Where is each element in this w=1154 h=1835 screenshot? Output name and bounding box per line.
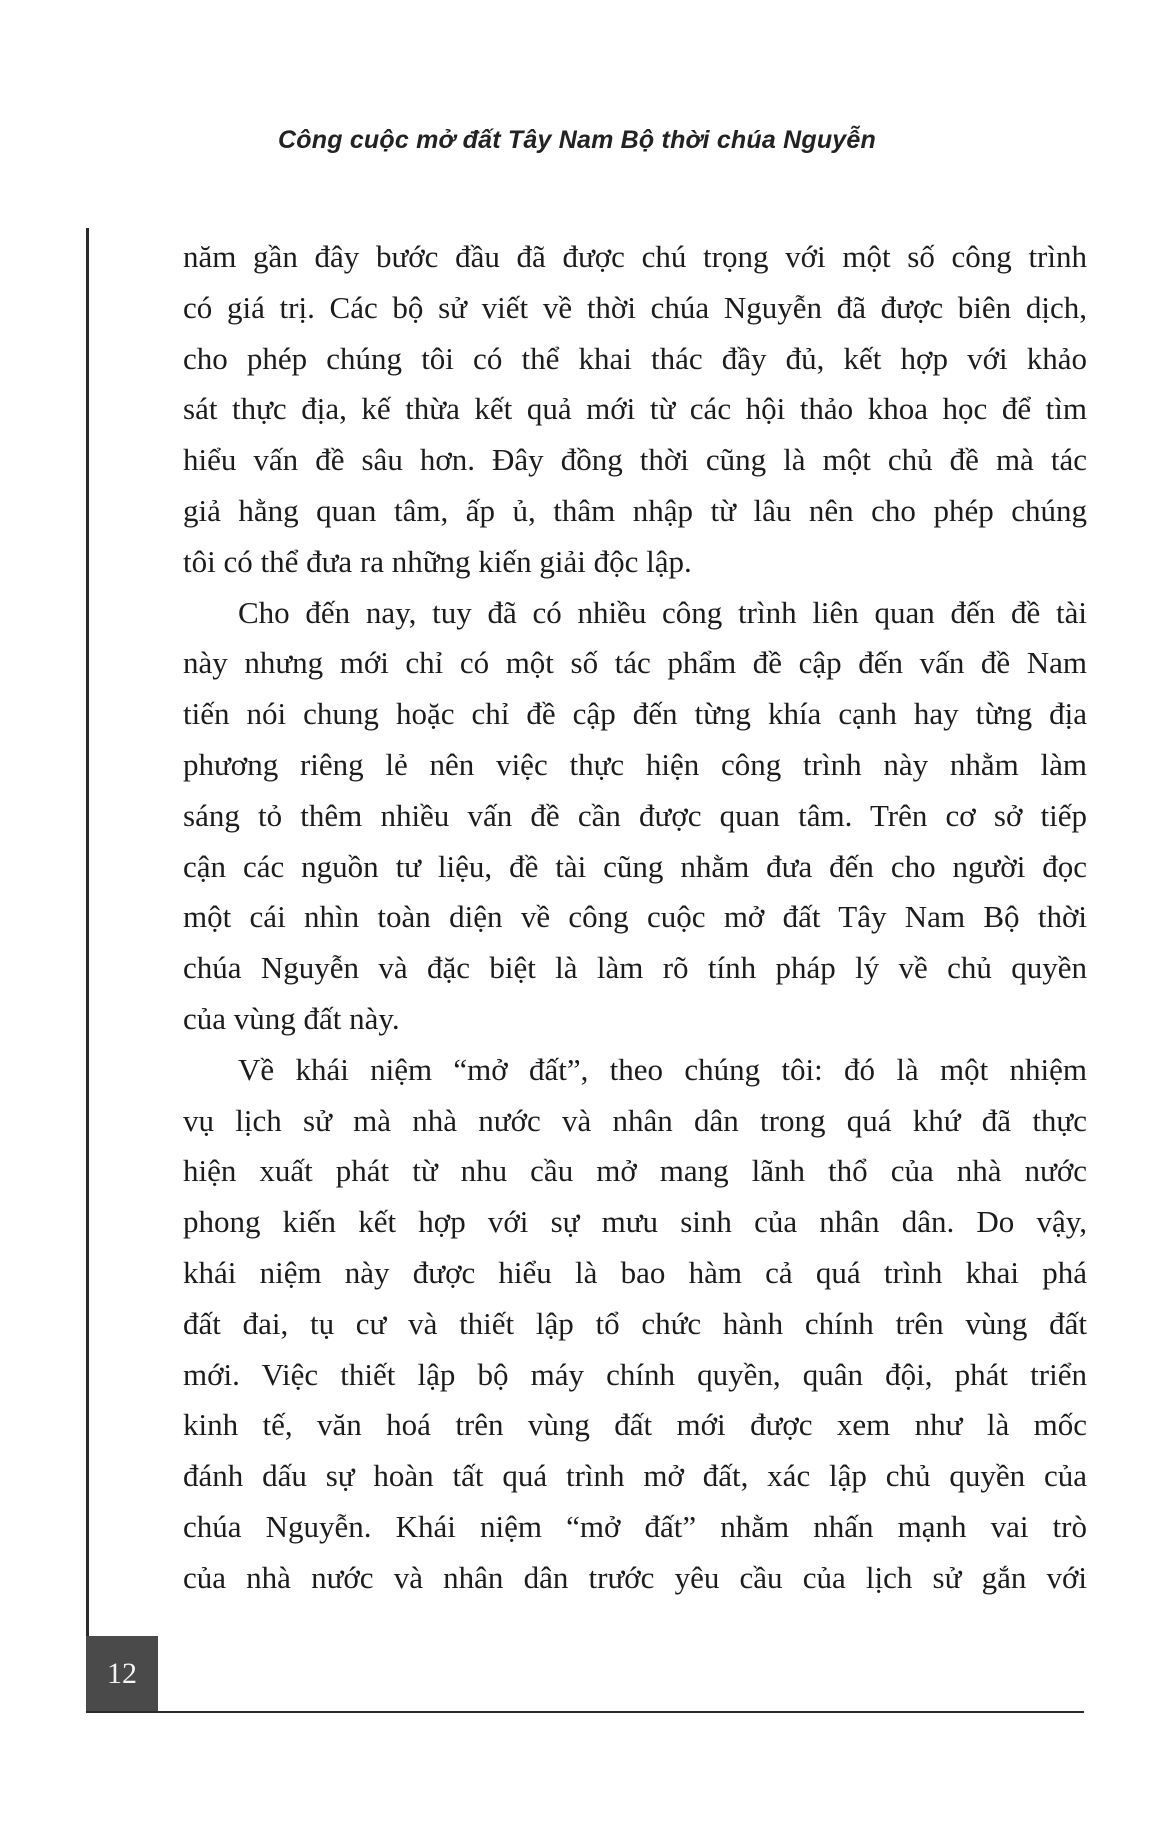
page-number [86,1636,158,1712]
page-number-label: 12 [107,1657,137,1690]
body-text [183,232,1087,1604]
text-line: khái niệm này được hiểu là bao hàm cả quá trình khai phá [183,1254,1087,1290]
text-line: cận các nguồn tư liệu, đề tài cũng nhằm đưa đến cho người đọc [183,848,1087,884]
text-line: phong kiến kết hợp với sự mưu sinh của nhân dân. Do vậy, [183,1204,1087,1240]
text-line: kinh tế, văn hoá trên vùng đất mới được xem như là mốc [183,1407,1087,1443]
text-line: phương riêng lẻ nên việc thực hiện công trình này nhằm làm [183,746,1087,782]
text-line: có giá trị. Các bộ sử viết về thời chúa Nguyễn đã được biên dịch, [183,289,1087,325]
text-line: tôi có thể đưa ra những kiến giải độc lập. [183,543,692,579]
text-line: giả hằng quan tâm, ấp ủ, thâm nhập từ lâu nên cho phép chúng [183,492,1087,528]
footer-rule [86,1711,1084,1713]
text-line: hiện xuất phát từ nhu cầu mở mang lãnh thổ của nhà nước [183,1153,1087,1189]
text-line: hiểu vấn đề sâu hơn. Đây đồng thời cũng là một chủ đề mà tác [183,442,1087,478]
text-line: vụ lịch sử mà nhà nước và nhân dân trong quá khứ đã thực [183,1102,1087,1138]
text-line: này nhưng mới chỉ có một số tác phẩm đề cập đến vấn đề Nam [183,645,1087,681]
text-line: sáng tỏ thêm nhiều vấn đề cần được quan tâm. Trên cơ sở tiếp [183,797,1087,833]
running-header: Công cuộc mở đất Tây Nam Bộ thời chúa Nguyễn [278,126,876,154]
text-line: tiến nói chung hoặc chỉ đề cập đến từng khía cạnh hay từng địa [183,696,1087,732]
text-line: năm gần đây bước đầu đã được chú trọng với một số công trình [183,239,1087,274]
text-line: chúa Nguyễn. Khái niệm “mở đất” nhằm nhấn mạnh vai trò [183,1508,1087,1544]
text-line: đánh dấu sự hoàn tất quá trình mở đất, xác lập chủ quyền của [183,1458,1087,1494]
text-line: mới. Việc thiết lập bộ máy chính quyền, quân đội, phát triển [183,1356,1087,1392]
text-line: đất đai, tụ cư và thiết lập tổ chức hành chính trên vùng đất [183,1305,1087,1341]
text-line: chúa Nguyễn và đặc biệt là làm rõ tính pháp lý về chủ quyền [183,950,1087,986]
left-margin-rule [86,228,89,1648]
paragraph-first-line: Cho đến nay, tuy đã có nhiều công trình liên quan đến đề tài [238,594,1087,630]
text-line: một cái nhìn toàn diện về công cuộc mở đất Tây Nam Bộ thời [183,899,1087,935]
text-line: của vùng đất này. [183,1000,400,1036]
text-line: cho phép chúng tôi có thể khai thác đầy đủ, kết hợp với khảo [183,340,1087,376]
paragraph-first-line: Về khái niệm “mở đất”, theo chúng tôi: đó là một nhiệm [238,1051,1087,1087]
text-line: của nhà nước và nhân dân trước yêu cầu của lịch sử gắn với [183,1559,1087,1595]
text-line: sát thực địa, kế thừa kết quả mới từ các hội thảo khoa học để tìm [183,391,1087,427]
